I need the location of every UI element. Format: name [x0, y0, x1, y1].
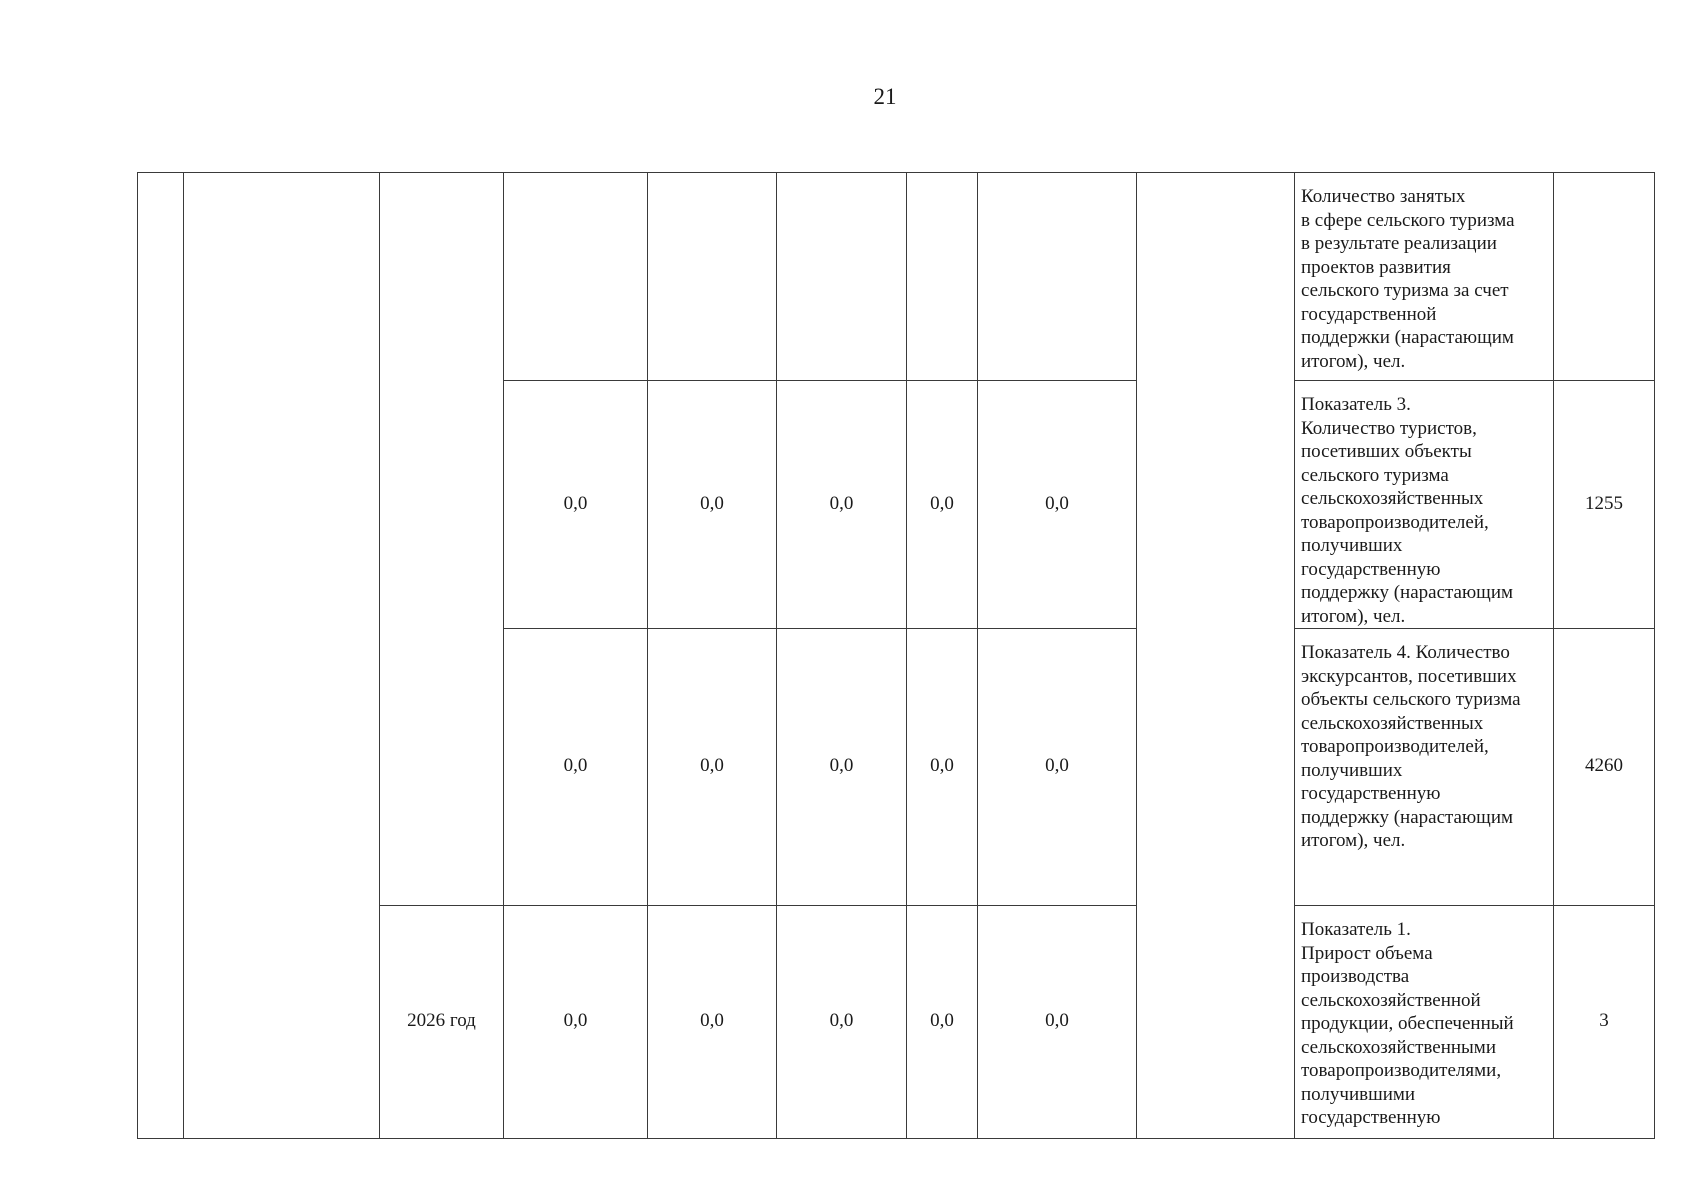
- indicator-cell: [1295, 906, 1554, 1139]
- value-cell: 0,0: [504, 381, 648, 629]
- year-cell-empty: [380, 173, 504, 906]
- table-row: [138, 173, 1655, 381]
- value-cell: 0,0: [978, 629, 1137, 906]
- value-cell: 0,0: [648, 906, 777, 1139]
- indicator-cell: [1295, 629, 1554, 906]
- executor-cell: [1137, 173, 1295, 1139]
- value-cell: 0,0: [777, 906, 907, 1139]
- indicator-text: Показатель 4. Количество экскурсантов, посетивших объекты сельского туризма сельскохозяйственных товаропроизводителей, получивших государственную поддержку (нарастающим итогом), чел.: [1301, 642, 1521, 851]
- value-cell: 0,0: [978, 381, 1137, 629]
- value-cell: [504, 173, 648, 381]
- target-value-cell: 3: [1554, 906, 1655, 1139]
- target-value-cell: 4260: [1554, 629, 1655, 906]
- indicator-cell: [1295, 381, 1554, 629]
- program-indicators-table: [137, 172, 1655, 1139]
- value-cell: 0,0: [648, 629, 777, 906]
- target-value-cell: [1554, 173, 1655, 381]
- value-cell: [777, 173, 907, 381]
- value-cell: 0,0: [907, 629, 978, 906]
- row-number-cell: [138, 173, 184, 1139]
- value-cell: [648, 173, 777, 381]
- value-cell: [907, 173, 978, 381]
- value-cell: 0,0: [907, 381, 978, 629]
- value-cell: 0,0: [777, 629, 907, 906]
- indicator-text: Показатель 3. Количество туристов, посетивших объекты сельского туризма сельскохозяйственных товаропроизводителей, получивших государственную поддержку (нарастающим итогом), чел.: [1301, 394, 1514, 627]
- event-name-cell: [184, 173, 380, 1139]
- value-cell: 0,0: [907, 906, 978, 1139]
- value-cell: 0,0: [777, 381, 907, 629]
- value-cell: [978, 173, 1137, 381]
- year-cell: 2026 год: [380, 906, 504, 1139]
- page-number: 21: [873, 84, 897, 109]
- indicator-cell: [1295, 173, 1554, 381]
- value-cell: 0,0: [504, 906, 648, 1139]
- value-cell: 0,0: [978, 906, 1137, 1139]
- value-cell: 0,0: [648, 381, 777, 629]
- target-value-cell: 1255: [1554, 381, 1655, 629]
- indicator-text: Количество занятых в сфере сельского туризма в результате реализации проектов развития сельского туризма за счет государственной поддержки (нарастающим итогом), чел.: [1301, 186, 1515, 372]
- value-cell: 0,0: [504, 629, 648, 906]
- indicator-text: Показатель 1. Прирост объема производства сельскохозяйственной продукции, обеспеченный сельскохозяйственными товаропроизводителями, получившими государственную: [1301, 919, 1514, 1128]
